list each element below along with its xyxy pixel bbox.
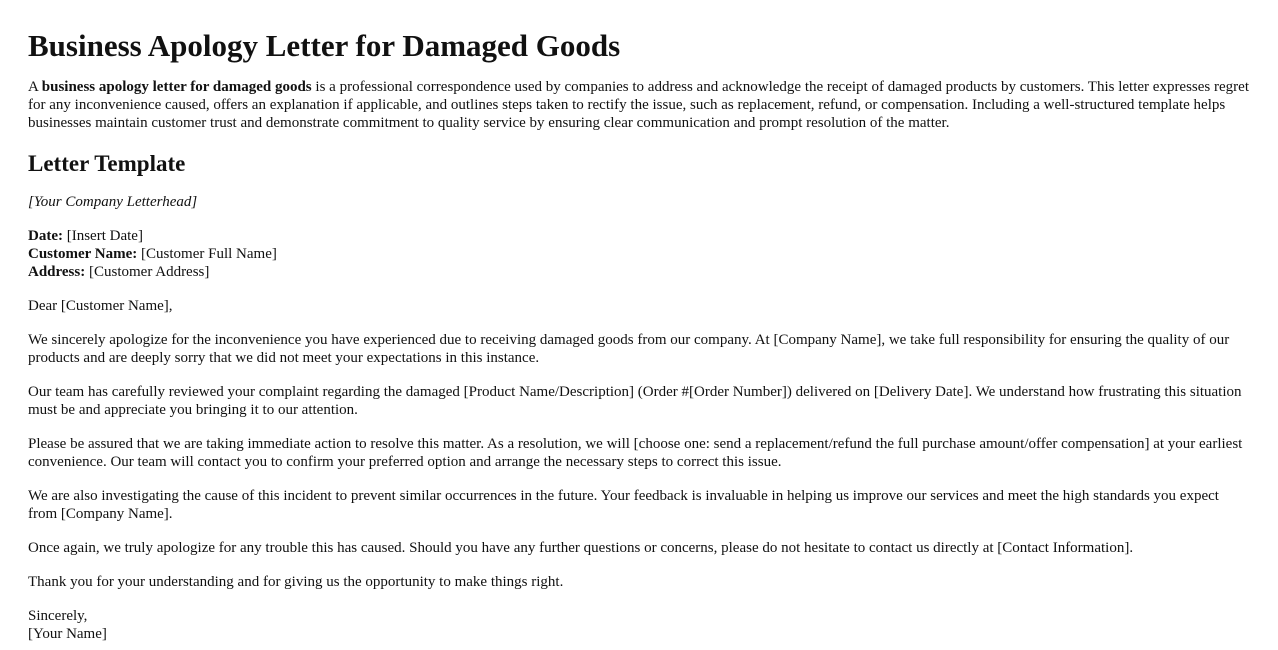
letter-fields [28,227,1250,281]
letterhead-placeholder: [Your Company Letterhead] [28,194,198,210]
date-label: Date: [28,228,63,244]
closing: Sincerely, [28,608,88,624]
salutation: Dear [Customer Name], [28,298,173,314]
intro-rest: is a professional correspondence used by companies to address and acknowledge the receipt of damaged products by customers. This letter expresses regret for any inconvenience caused, offers an explanation if applicable, and outlines steps taken to rectify the issue, such as replacement, refund, or compensation. Including a well-structured template helps businesses maintain customer trust and demonstrate commitment to quality service by ensuring clear communication and prompt resolution of the matter. [28,79,1249,131]
date-value: [Insert Date] [62,228,143,244]
letter-paragraph-contact: Once again, we truly apologize for any trouble this has caused. Should you have any further questions or concerns, please do not hesitate to contact us directly at [Contact Information]. [28,540,1134,556]
intro-bold-term: business apology letter for damaged goods [41,79,312,95]
customer-name-value: [Customer Full Name] [137,246,277,262]
customer-name-field [28,245,1250,263]
letter-paragraph-resolution: Please be assured that we are taking immediate action to resolve this matter. As a resolution, we will [choose one: send a replacement/refund the full purchase amount/offer compensation] at your earliest convenience. Our team will contact you to confirm your preferred option and arrange the necessary steps to correct this issue. [28,436,1243,470]
intro-prefix: A [28,79,42,95]
date-field [28,227,1250,245]
letter-paragraph-review: Our team has carefully reviewed your complaint regarding the damaged [Product Name/Description] (Order #[Order Number]) delivered on [Delivery Date]. We understand how frustrating this situation must be and appreciate you bringing it to our attention. [28,384,1242,418]
signature-name: [Your Name] [28,626,107,642]
section-title: Letter Template [28,151,186,176]
page-title: Business Apology Letter for Damaged Goods [28,28,621,63]
letter-signoff [28,607,1250,643]
intro-paragraph [28,78,1250,132]
letter-paragraph-investigation: We are also investigating the cause of this incident to prevent similar occurrences in the future. Your feedback is invaluable in helping us improve our services and meet the high standards you expect from [Company Name]. [28,488,1219,522]
letter-paragraph-thanks: Thank you for your understanding and for giving us the opportunity to make things right. [28,574,564,590]
customer-name-label: Customer Name: [28,246,138,262]
address-field [28,263,1250,281]
letter-template [28,193,1250,643]
address-value: [Customer Address] [85,264,210,280]
letter-paragraph-apology: We sincerely apologize for the inconvenience you have experienced due to receiving damaged goods from our company. At [Company Name], we take full responsibility for ensuring the quality of our products and are deeply sorry that we did not meet your expectations in this instance. [28,332,1230,366]
address-label: Address: [28,264,86,280]
